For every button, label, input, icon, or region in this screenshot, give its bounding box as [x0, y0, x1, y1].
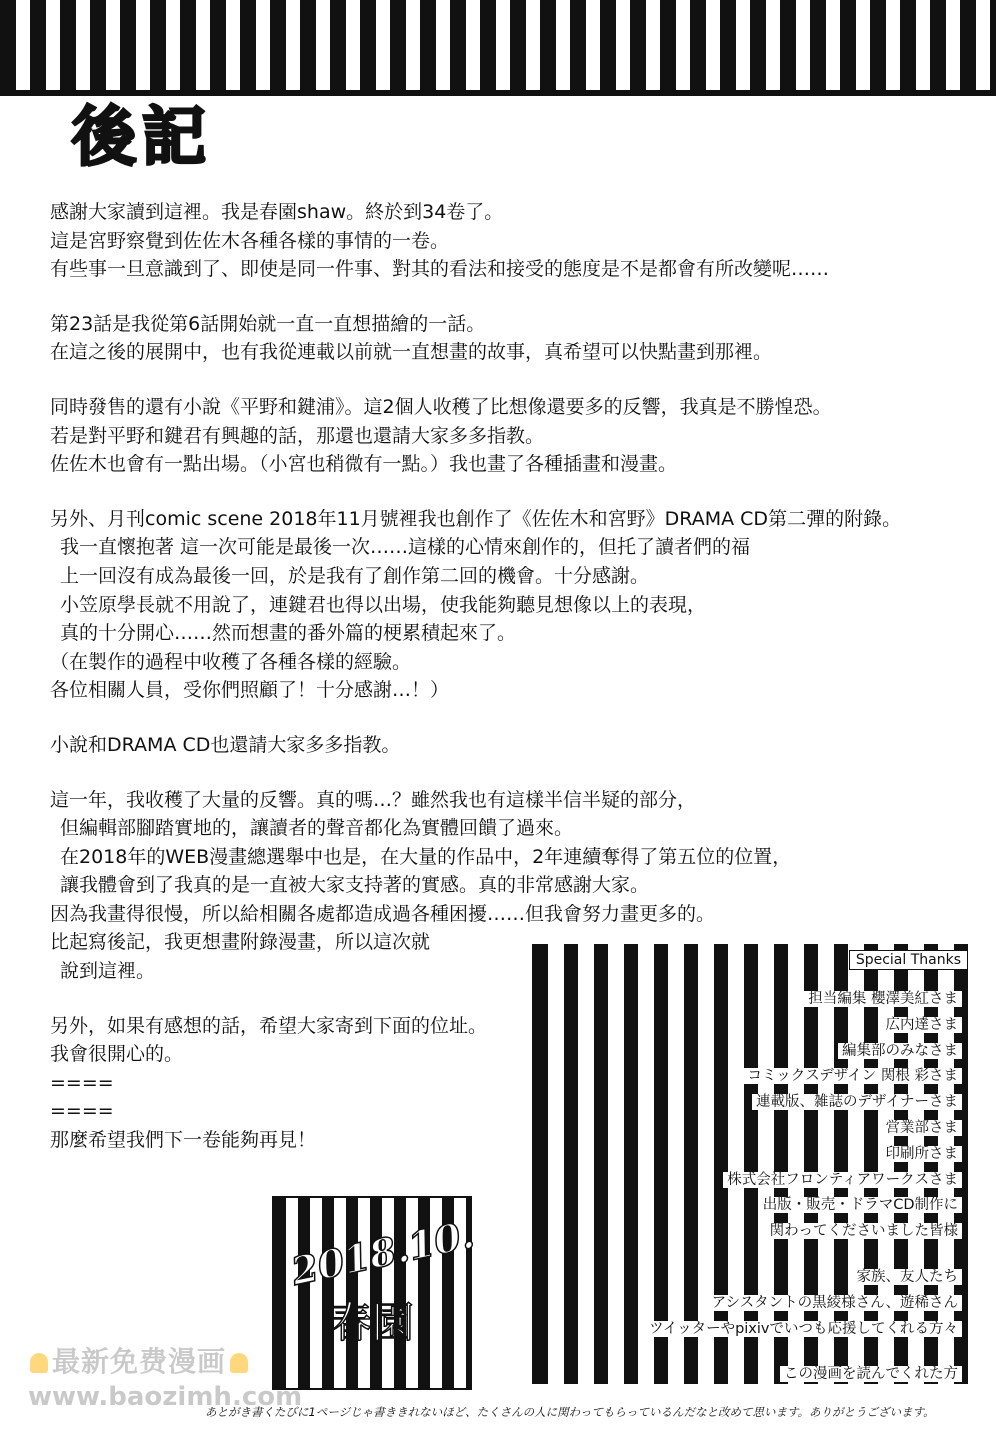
- thanks-item-text: アシスタントの黒綾様さん、遊稀さん: [708, 1295, 962, 1311]
- body-line: 真的十分開心……然而想畫的番外篇的梗累積起來了。: [60, 622, 517, 645]
- thanks-item: [645, 1266, 962, 1290]
- thanks-item: [645, 1143, 962, 1167]
- author-signature: 春園: [330, 1298, 415, 1347]
- body-line: 同時發售的還有小說《平野和鍵浦》。這2個人收穫了比想像還要多的反響，我真是不勝惶恐。: [50, 395, 832, 418]
- body-line: 各位相關人員，受你們照顧了！十分感謝…！）: [50, 679, 450, 702]
- body-line: 另外、月刊comic scene 2018年11月號裡我也創作了《佐佐木和宮野》DRAMA CD第二彈的附錄。: [50, 507, 902, 530]
- thanks-item-text: 広内達さま: [882, 1017, 963, 1033]
- body-line: 這是宮野察覺到佐佐木各種各樣的事情的一卷。: [50, 229, 450, 252]
- thanks-item-text: 営業部さま: [882, 1120, 963, 1136]
- thanks-item: [645, 1363, 962, 1387]
- watermark: [26, 1340, 252, 1380]
- thanks-item-text: 編集部のみなさま: [838, 1043, 962, 1059]
- thanks-item: [645, 988, 962, 1012]
- thanks-item-text: ツイッターやpixivでいつも応援してくれる方々: [645, 1321, 962, 1337]
- thanks-item-text: 関わってくださいました皆様: [766, 1223, 962, 1239]
- thanks-item: [645, 1318, 962, 1342]
- thanks-item: [645, 1169, 962, 1193]
- stamp-date: 2018.10.: [287, 1211, 478, 1294]
- thanks-item-text: 連載版、雑誌のデザイナーさま: [752, 1094, 962, 1110]
- paragraph-gap: [50, 284, 950, 310]
- body-line: 這一年，我收穫了大量的反響。真的嗎…？雖然我也有這樣半信半疑的部分，: [50, 788, 697, 811]
- thanks-item-text: 担当編集 櫻澤美紅さま: [804, 991, 962, 1007]
- special-thanks-list: [645, 988, 962, 1389]
- thanks-spacer: [645, 1343, 962, 1363]
- thanks-item: [645, 1091, 962, 1115]
- thanks-item: [645, 1194, 962, 1218]
- special-thanks-title: Special Thanks: [849, 950, 968, 970]
- thanks-item-text: 家族、友人たち: [853, 1269, 963, 1285]
- body-line: 比起寫後記，我更想畫附錄漫畫，所以這次就: [50, 931, 431, 954]
- pointing-hand-icon: [30, 1353, 48, 1373]
- body-line: （在製作的過程中收穫了各種各樣的經驗。: [50, 650, 412, 673]
- thanks-item: [645, 1065, 962, 1089]
- paragraph-gap: [50, 367, 950, 393]
- thanks-item: [645, 1040, 962, 1064]
- body-line: 小說和DRAMA CD也還請大家多多指教。: [50, 733, 401, 756]
- body-line: 在這之後的展開中，也有我從連載以前就一直想畫的故事，真希望可以快點畫到那裡。: [50, 341, 773, 364]
- body-line: 上一回沒有成為最後一回，於是我有了創作第二回的機會。十分感謝。: [60, 564, 650, 587]
- footer-handwritten-note: あとがき書くたびに1ページじゃ書ききれないほど、たくさんの人に関わってもらっているんだなと改めて思います。ありがとうございます。: [205, 1405, 935, 1419]
- thanks-item-text: この漫画を読んでくれた方: [780, 1366, 962, 1382]
- body-line: ====: [50, 1071, 114, 1094]
- thanks-item: [645, 1014, 962, 1038]
- thanks-item: [645, 1292, 962, 1316]
- thanks-item-text: 株式会社フロンティアワークスさま: [723, 1172, 962, 1188]
- thanks-item-text: 出版・販売・ドラマCD制作に: [759, 1197, 962, 1213]
- paragraph-gap: [50, 479, 950, 505]
- body-line: ====: [50, 1100, 114, 1123]
- paragraph-gap: [50, 705, 950, 731]
- thanks-item: [645, 1117, 962, 1141]
- pointing-hand-icon: [230, 1353, 248, 1373]
- body-line: 因為我畫得很慢，所以給相關各處都造成過各種困擾……但我會努力畫更多的。: [50, 902, 716, 925]
- body-line: 小笠原學長就不用說了，連鍵君也得以出場，使我能夠聽見想像以上的表現，: [60, 593, 707, 616]
- body-line: 在2018年的WEB漫畫總選舉中也是，在大量的作品中，2年連續奪得了第五位的位置，: [60, 845, 792, 868]
- body-line: 另外，如果有感想的話，希望大家寄到下面的位址。: [50, 1014, 488, 1037]
- body-line: 但編輯部腳踏實地的，讓讀者的聲音都化為實體回饋了過來。: [60, 817, 574, 840]
- body-line: 讓我體會到了我真的是一直被大家支持著的實感。真的非常感謝大家。: [60, 874, 650, 897]
- top-stripe-border: [0, 0, 996, 96]
- body-line: 我會很開心的。: [50, 1043, 184, 1066]
- body-line: 有些事一旦意識到了、即使是同一件事、對其的看法和接受的態度是不是都會有所改變呢……: [50, 258, 830, 281]
- body-line: 那麼希望我們下一卷能夠再見！: [50, 1129, 317, 1152]
- thanks-spacer: [645, 1246, 962, 1266]
- body-line: 感謝大家讀到這裡。我是春園shaw。終於到34卷了。: [50, 201, 504, 223]
- paragraph-gap: [50, 760, 950, 786]
- body-line: 若是對平野和鍵君有興趣的話，那還也還請大家多多指教。: [50, 424, 545, 447]
- afterword-heading: 後記: [72, 101, 212, 175]
- thanks-item-text: 印刷所さま: [882, 1146, 963, 1162]
- body-line: 我一直懷抱著 這一次可能是最後一次……這樣的心情來創作的，但托了讀者們的福: [60, 536, 751, 559]
- thanks-item-text: コミックスデザイン 関根 彩さま: [744, 1068, 962, 1084]
- body-line: 說到這裡。: [60, 960, 156, 983]
- watermark-url: www.baozimh.com: [28, 1382, 303, 1412]
- watermark-text: 最新免费漫画: [52, 1345, 227, 1378]
- body-line: 第23話是我從第6話開始就一直一直想描繪的一話。: [50, 312, 486, 335]
- thanks-item: [645, 1220, 962, 1244]
- body-line: 佐佐木也會有一點出場。（小宮也稍微有一點。）我也畫了各種插畫和漫畫。: [50, 453, 678, 476]
